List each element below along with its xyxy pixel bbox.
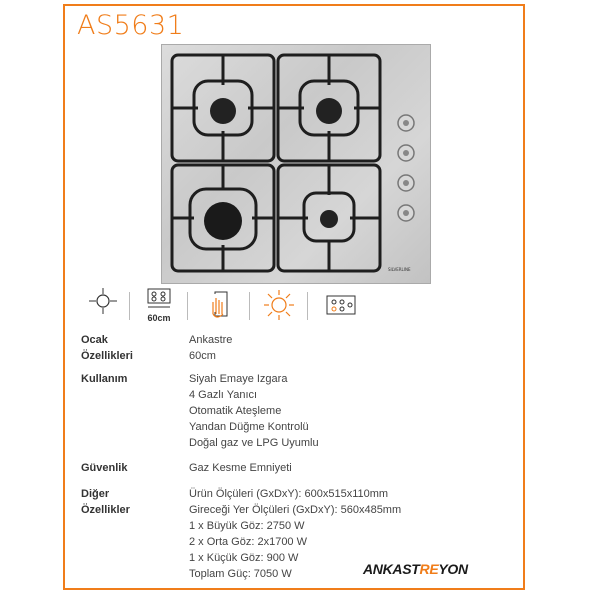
burner-top-icon (83, 286, 123, 324)
spec-label-guvenlik: Güvenlik (81, 462, 128, 474)
heat-icon (259, 286, 299, 324)
hob-image (161, 44, 431, 284)
product-sheet-frame (63, 4, 525, 590)
size-icon (139, 286, 179, 324)
spec-values-ocak: Ankastre 60cm (189, 334, 233, 362)
hob-illustration (162, 45, 432, 285)
spec-values-kullanim: Siyah Emaye Izgara 4 Gazlı Yanıcı Otomatik Ateşleme Yandan Düğme Kontrolü Doğal gaz ve LPG Uyumlu (189, 373, 319, 449)
spec-label-ocak: Ocak Özellikleri (81, 334, 133, 362)
hob-brand: SILVERLINE (388, 267, 411, 272)
model-title: AS5631 (77, 10, 185, 41)
spec-values-diger: Ürün Ölçüleri (GxDxY): 600x515x110mm Gireceği Yer Ölçüleri (GxDxY): 560x485mm 1 x Büyük Göz: 2750 W 2 x Orta Göz: 2x1700 W 1 x Küçük Göz: 900 W Toplam Güç: 7050 W (189, 488, 402, 580)
touch-ignition-icon (201, 286, 241, 324)
control-panel-icon (321, 286, 361, 324)
spec-values-guvenlik: Gaz Kesme Emniyeti (189, 462, 292, 474)
size-label: 60cm (147, 313, 171, 323)
feature-icons-row (83, 286, 483, 326)
brand-logo: ANKASTREYON (363, 561, 468, 577)
spec-label-diger: Diğer Özellikler (81, 488, 130, 516)
spec-label-kullanim: Kullanım (81, 373, 128, 385)
